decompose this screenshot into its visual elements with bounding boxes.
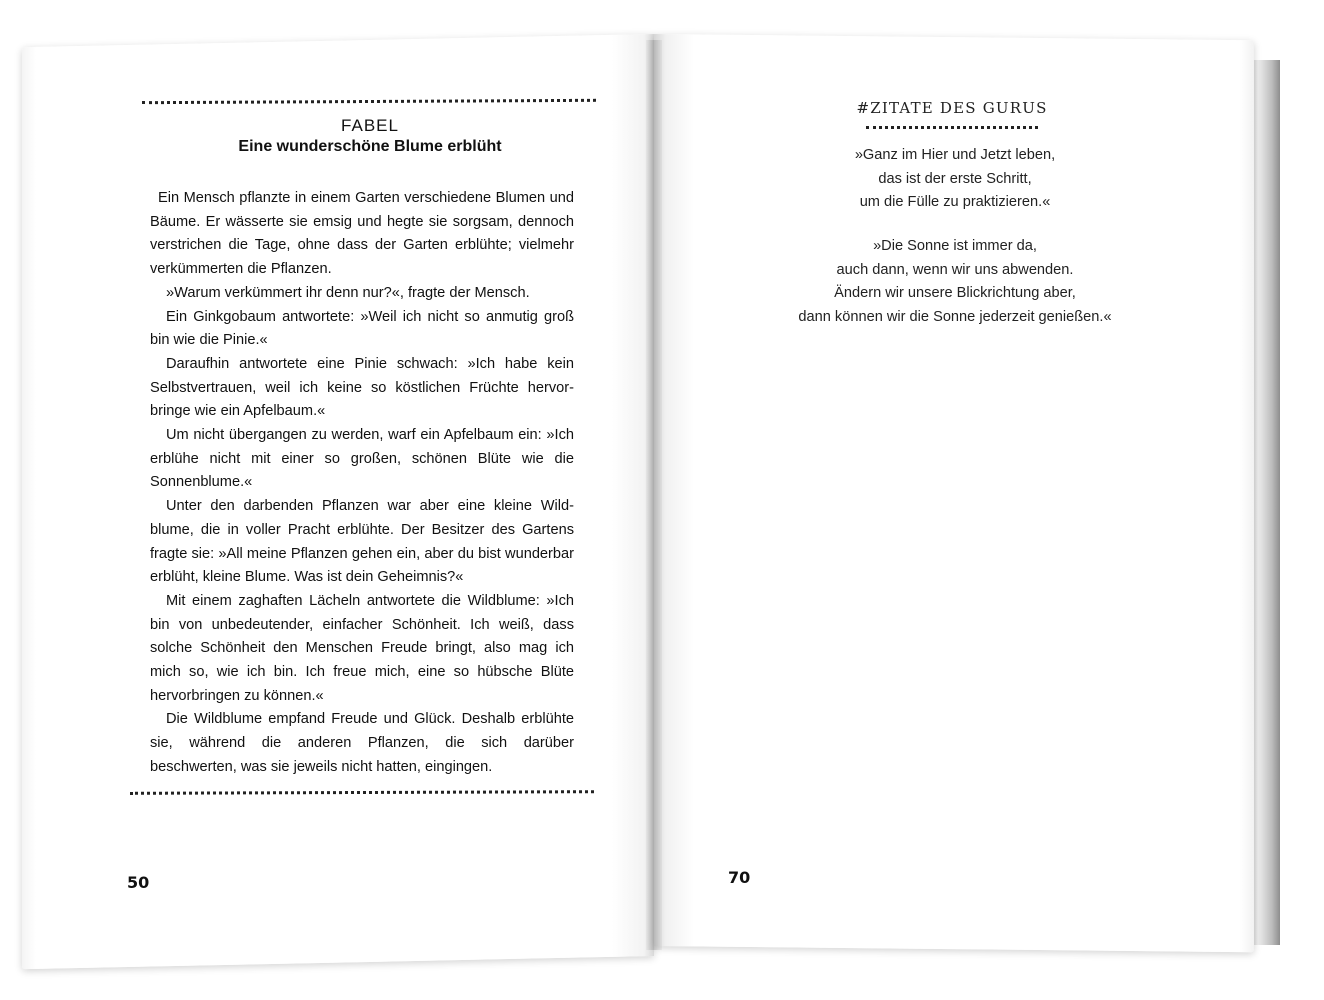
page-block-edge xyxy=(1252,60,1280,945)
paragraph: Um nicht übergangen zu werden, warf ein Apfelbaum ein: »Ich erblühe nicht mit einer so großen, schönen Blüte wie die Sonnenblume.« xyxy=(150,427,574,491)
paragraph: »Warum verkümmert ihr denn nur?«, fragte der Mensch. xyxy=(166,284,530,301)
paragraph: Mit einem zaghaften Lächeln antwortete die Wildblume: »Ich bin von unbedeutender, einfacher Schönheit. Ich weiß, dass solche Schönheit den Menschen Freude bringt, also mag ich mich so, wie ich bin. Ich freue mich, eine so hübsche Blüte hervorbringen zu können.« xyxy=(150,592,574,704)
quote-line: auch dann, wenn wir uns abwenden. xyxy=(836,261,1074,278)
left-page-number: 50 xyxy=(127,873,150,892)
quote-2 xyxy=(740,235,1170,330)
quote-line: Ändern wir unsere Blickrichtung aber, xyxy=(834,285,1076,302)
quote-1 xyxy=(740,144,1170,215)
paragraph: Daraufhin antwortete eine Pinie schwach: »Ich habe kein Selbstvertrauen, weil ich keine so köstlichen Früchte hervorbringe wie ein Apfelbaum.« xyxy=(150,355,574,420)
quote-line: um die Fülle zu praktizieren.« xyxy=(859,194,1051,211)
right-page-number: 70 xyxy=(728,868,751,887)
fable-heading: FABEL xyxy=(341,116,399,135)
quote-line: »Die Sonne ist immer da, xyxy=(873,238,1037,254)
heading-dotted-rule xyxy=(866,126,1038,129)
paragraph: Die Wildblume empfand Freude und Glück. Deshalb erblühte sie, während die anderen Pflanzen, die sich darüber beschwerten, was sie jeweils nicht hatten, eingingen. xyxy=(150,711,574,775)
quote-line: das ist der erste Schritt, xyxy=(878,170,1032,187)
book-gutter xyxy=(646,40,662,950)
quote-line: dann können wir die Sonne jederzeit genießen.« xyxy=(798,309,1112,326)
fable-title: Eine wunderschöne Blume erblüht xyxy=(238,138,502,155)
fable-body xyxy=(150,187,574,780)
paragraph: Ein Ginkgobaum antwortete: »Weil ich nicht so anmutig groß bin wie die Pinie.« xyxy=(150,308,574,349)
paragraph: Ein Mensch pflanzte in einem Garten verschiedene Blumen und Bäume. Er wässerte sie emsig und hegte sie sorgsam, dennoch verstrichen die Tage, ohne dass der Garten erblühte; vielmehr verkümmerten die Pflanzen. xyxy=(150,190,574,278)
quotes-heading: #ZITATE DES GURUS xyxy=(856,99,1048,117)
paragraph: Unter den darbenden Pflanzen war aber eine kleine Wildblume, die in voller Pracht erblühte. Der Besitzer des Gartens fragte sie: »All meine Pflanzen gehen ein, aber du bist wunderbar erblüht, kleine Blume. Was ist dein Geheimnis?« xyxy=(150,498,574,586)
quote-line: »Ganz im Hier und Jetzt leben, xyxy=(854,147,1056,163)
